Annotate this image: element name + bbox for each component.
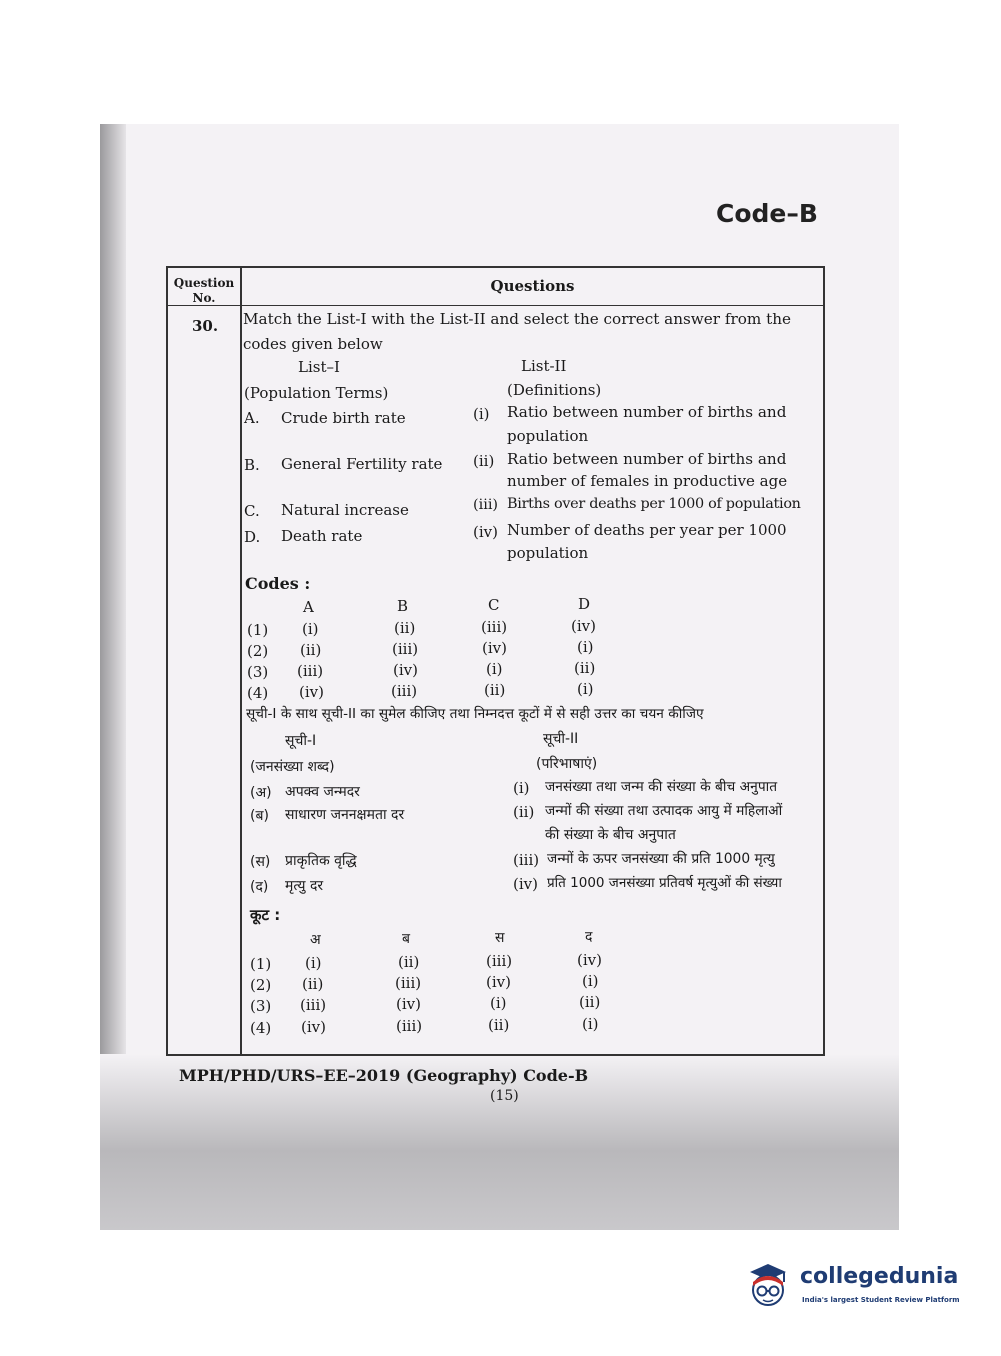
list2-definition-cont: population	[507, 427, 589, 445]
list2-definition-cont: number of females in productive age	[507, 472, 788, 490]
codes-cell: (i)	[302, 620, 319, 638]
header-divider	[168, 305, 823, 306]
codes-cell: (i)	[577, 638, 594, 656]
column-divider	[240, 268, 242, 1054]
hindi-codes-column-header: ब	[402, 931, 410, 947]
hindi-codes-cell: (iv)	[396, 995, 421, 1013]
codes-column-header: C	[488, 596, 500, 614]
column-header-question-no: Question No.	[173, 276, 235, 305]
hindi-codes-cell: (iv)	[486, 973, 511, 991]
hindi-codes-option-number: (2)	[250, 976, 272, 994]
codes-cell: (iv)	[571, 617, 596, 635]
codes-column-header: A	[303, 598, 314, 616]
codes-cell: (iii)	[481, 618, 508, 636]
hindi-list2-definition-cont: की संख्या के बीच अनुपात	[545, 827, 676, 843]
codes-column-header: B	[397, 597, 409, 615]
hindi-codes-column-header: स	[495, 930, 505, 946]
codes-cell: (i)	[577, 680, 594, 698]
code-header: Code–B	[716, 199, 818, 228]
hindi-list1-key: (अ)	[250, 785, 272, 801]
brand-tagline: India's largest Student Review Platform	[802, 1296, 960, 1304]
list1-subtitle: (Population Terms)	[244, 384, 389, 402]
list1-key: A.	[244, 409, 260, 427]
codes-option-number: (1)	[247, 621, 269, 639]
student-mascot-icon	[742, 1260, 792, 1310]
hindi-codes-cell: (i)	[490, 994, 507, 1012]
hindi-list1-title: सूची-I	[285, 733, 317, 749]
hindi-codes-cell: (i)	[305, 954, 322, 972]
codes-cell: (iv)	[482, 639, 507, 657]
hindi-list2-subtitle: (परिभाषाएं)	[536, 756, 598, 772]
list2-definition: Births over deaths per 1000 of population	[507, 496, 801, 512]
hindi-codes-cell: (ii)	[302, 975, 324, 993]
hindi-codes-cell: (iii)	[395, 974, 422, 992]
list2-key: (ii)	[473, 452, 495, 470]
list1-key: C.	[244, 502, 260, 520]
list1-term: Natural increase	[281, 501, 409, 519]
list2-key: (i)	[473, 405, 490, 423]
hindi-codes-column-header: द	[585, 929, 593, 945]
codes-cell: (ii)	[394, 619, 416, 637]
hindi-list2-key: (ii)	[513, 803, 535, 821]
list1-key: B.	[244, 456, 260, 474]
codes-cell: (ii)	[484, 681, 506, 699]
codes-cell: (ii)	[300, 641, 322, 659]
hindi-list1-key: (द)	[250, 879, 269, 895]
codes-cell: (iii)	[297, 662, 324, 680]
hindi-list2-key: (iv)	[513, 875, 538, 893]
hindi-codes-column-header: अ	[310, 932, 321, 948]
page-number: (15)	[490, 1088, 519, 1104]
hindi-list1-term: प्राकृतिक वृद्धि	[285, 853, 357, 869]
question-number: 30.	[192, 317, 219, 335]
list2-title: List-II	[521, 357, 567, 375]
hindi-codes-cell: (ii)	[398, 953, 420, 971]
hindi-codes-cell: (iii)	[396, 1017, 423, 1035]
list2-definition: Number of deaths per year per 1000	[507, 521, 787, 539]
hindi-codes-cell: (iii)	[486, 952, 513, 970]
hindi-codes-option-number: (4)	[250, 1019, 272, 1037]
question-prompt-line1: Match the List-I with the List-II and select the correct answer from the	[243, 310, 791, 328]
codes-label: Codes :	[245, 574, 311, 593]
hindi-list2-title: सूची-II	[543, 731, 579, 747]
hindi-list1-key: (ब)	[250, 808, 269, 824]
hindi-list1-term: अपक्व जन्मदर	[285, 784, 360, 800]
exam-footer: MPH/PHD/URS–EE–2019 (Geography) Code-B	[179, 1066, 589, 1085]
hindi-list1-key: (स)	[250, 854, 271, 870]
hindi-list1-term: साधारण जननक्षमता दर	[285, 807, 405, 823]
codes-cell: (iii)	[391, 682, 418, 700]
hindi-codes-cell: (i)	[582, 1015, 599, 1033]
hindi-prompt: सूची-I के साथ सूची-II का सुमेल कीजिए तथा निम्नदत्त कूटों में से सही उत्तर का चयन कीजिए	[246, 706, 704, 722]
list1-term: Crude birth rate	[281, 409, 406, 427]
brand-name: collegedunia	[800, 1264, 959, 1289]
hindi-list1-subtitle: (जनसंख्या शब्द)	[250, 759, 335, 775]
hindi-codes-cell: (iv)	[301, 1018, 326, 1036]
hindi-codes-cell: (ii)	[488, 1016, 510, 1034]
codes-option-number: (3)	[247, 663, 269, 681]
codes-cell: (iii)	[392, 640, 419, 658]
hindi-codes-cell: (iii)	[300, 996, 327, 1014]
list2-definition: Ratio between number of births and	[507, 403, 787, 421]
list2-definition-cont: population	[507, 544, 589, 562]
codes-column-header: D	[578, 595, 591, 613]
hindi-codes-option-number: (1)	[250, 955, 272, 973]
codes-cell: (iv)	[393, 661, 418, 679]
hindi-codes-cell: (iv)	[577, 951, 602, 969]
hindi-list2-definition: जन्मों के ऊपर जनसंख्या की प्रति 1000 मृत्यु	[547, 851, 775, 867]
question-prompt-line2: codes given below	[243, 335, 383, 353]
hindi-list2-key: (i)	[513, 779, 530, 797]
codes-cell: (i)	[486, 660, 503, 678]
list1-title: List–I	[298, 358, 340, 376]
hindi-codes-cell: (i)	[582, 972, 599, 990]
list1-term: Death rate	[281, 527, 363, 545]
hindi-codes-cell: (ii)	[579, 993, 601, 1011]
hindi-list1-term: मृत्यु दर	[285, 878, 324, 894]
hindi-codes-label: कूट :	[250, 906, 281, 924]
hindi-list2-definition: जनसंख्या तथा जन्म की संख्या के बीच अनुपात	[545, 779, 778, 795]
hindi-list2-definition: प्रति 1000 जनसंख्या प्रतिवर्ष मृत्युओं की संख्या	[547, 875, 782, 891]
collegedunia-logo	[742, 1258, 972, 1318]
codes-cell: (iv)	[299, 683, 324, 701]
list2-key: (iv)	[473, 523, 498, 541]
hindi-list2-key: (iii)	[513, 851, 540, 869]
codes-cell: (ii)	[574, 659, 596, 677]
list2-definition: Ratio between number of births and	[507, 450, 787, 468]
list1-key: D.	[244, 528, 261, 546]
hindi-codes-option-number: (3)	[250, 997, 272, 1015]
list2-subtitle: (Definitions)	[507, 381, 602, 399]
codes-option-number: (2)	[247, 642, 269, 660]
codes-option-number: (4)	[247, 684, 269, 702]
list1-term: General Fertility rate	[281, 455, 443, 473]
column-header-questions: Questions	[490, 277, 575, 295]
list2-key: (iii)	[473, 497, 499, 513]
hindi-list2-definition: जन्मों की संख्या तथा उत्पादक आयु में महिलाओं	[545, 803, 783, 819]
